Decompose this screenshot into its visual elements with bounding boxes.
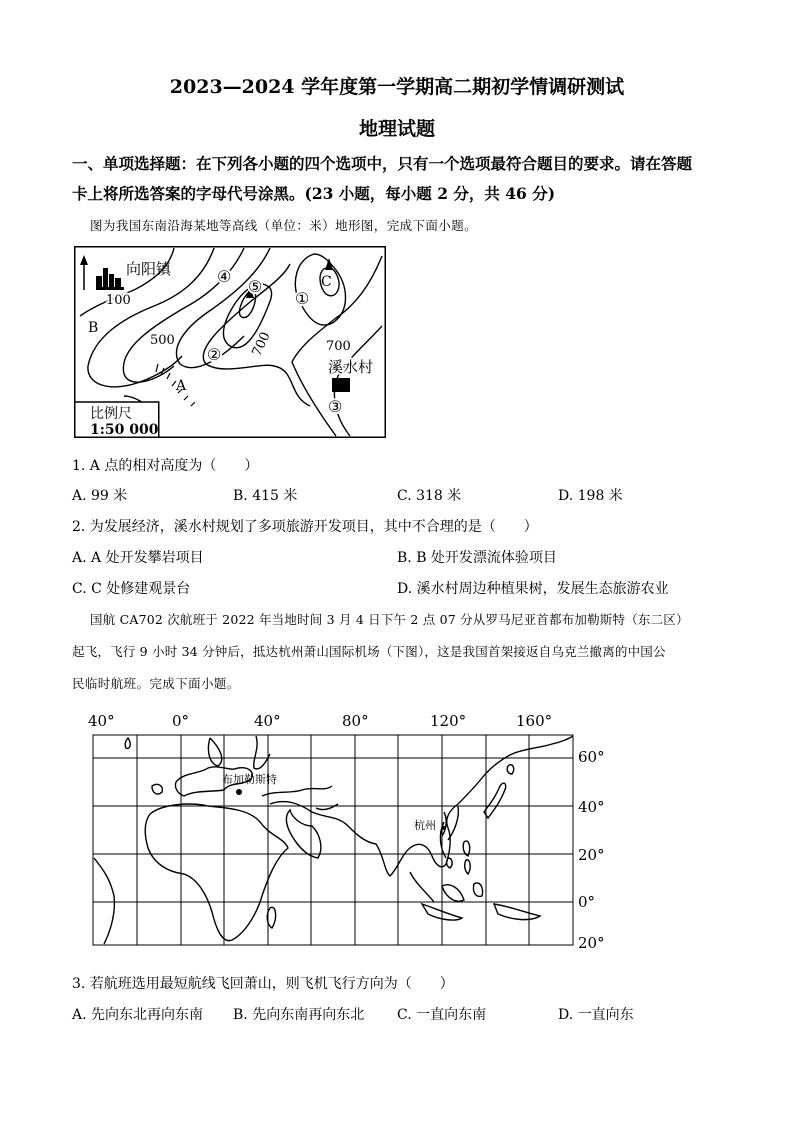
lon-label-0: 0° [172,712,190,730]
lon-label-160e: 160° [516,712,553,730]
world-map [80,708,620,958]
lon-label-80e: 80° [342,712,369,730]
q2-option-b[interactable]: B. B 处开发漂流体验项目 [397,550,557,566]
question-3-stem: 3. 若航班选用最短航线飞回萧山，则飞机飞行方向为（ ） [72,976,454,992]
passage-flight-line3: 民临时航班。完成下面小题。 [72,676,240,691]
q2-option-d[interactable]: D. 溪水村周边种植果树，发展生态旅游农业 [397,581,669,597]
marker-3: ③ [328,397,343,416]
q3-option-a[interactable]: A. 先向东北再向东南 [72,1007,204,1023]
section-instructions-line1: 一、单项选择题：在下列各小题的四个选项中，只有一个选项最符合题目的要求。请在答题 [72,154,693,173]
city-label-hangzhou: 杭州 [414,819,436,832]
point-c-label: C [321,274,332,290]
hangzhou-dot [442,826,446,830]
q2-option-c[interactable]: C. C 处修建观景台 [72,581,191,597]
marker-5: ⑤ [248,277,263,296]
q2-option-a[interactable]: A. A 处开发攀岩项目 [72,550,204,566]
q3-option-c[interactable]: C. 一直向东南 [397,1007,487,1023]
city-label-bucharest: 布加勒斯特 [222,773,277,786]
q1-option-a[interactable]: A. 99 米 [72,488,128,504]
coastlines [94,736,573,944]
lon-label-120e: 120° [430,712,467,730]
section-instructions-line2: 卡上将所选答案的字母代号涂黑。(23 小题，每小题 2 分，共 46 分) [72,184,556,203]
lon-label-40w: 40° [88,712,115,730]
village-icon [332,378,350,392]
lon-label-40e: 40° [254,712,281,730]
lat-label-40n: 40° [578,798,605,816]
lat-label-60n: 60° [578,748,605,766]
q1-option-d[interactable]: D. 198 米 [558,488,623,504]
north-arrow-icon [80,255,88,290]
contour-map [74,246,386,438]
contour-label-700-left: 700 [249,329,274,359]
point-a-label: A [176,378,187,394]
scale-label: 比例尺 [90,406,132,422]
passage-flight-line2: 起飞，飞行 9 小时 34 分钟后，抵达杭州萧山国际机场（下图），这是我国首架接返自乌克兰撤离的中国公 [72,644,666,659]
question-1-stem: 1. A 点的相对高度为（ ） [72,458,259,474]
bucharest-dot [236,789,242,795]
lat-label-0: 0° [578,893,596,911]
q3-option-d[interactable]: D. 一直向东 [558,1007,634,1023]
scale-value: 1:50 000 [90,422,159,438]
village-label: 溪水村 [328,358,374,376]
subject-title: 地理试题 [358,118,435,140]
map-grid [93,735,573,945]
q1-option-b[interactable]: B. 415 米 [233,488,298,504]
contour-label-500: 500 [150,333,175,348]
marker-2: ② [207,345,222,364]
contour-label-700-right: 700 [326,339,351,354]
town-icon [96,268,124,290]
lat-label-20s: 20° [578,934,605,952]
marker-4: ④ [217,267,232,286]
point-b-label: B [88,320,99,336]
passage-contour-map: 图为我国东南沿海某地等高线（单位：米）地形图，完成下面小题。 [90,218,478,233]
town-label: 向阳镇 [126,260,172,278]
exam-title: 2023—2024 学年度第一学期高二期初学情调研测试 [169,76,625,98]
question-2-stem: 2. 为发展经济，溪水村规划了多项旅游开发项目，其中不合理的是（ ） [72,519,538,535]
passage-flight-line1: 国航 CA702 次航班于 2022 年当地时间 3 月 4 日下午 2 点 07 分从罗马尼亚首都布加勒斯特（东二区） [90,612,689,627]
q3-option-b[interactable]: B. 先向东南再向东北 [233,1007,365,1023]
q1-option-c[interactable]: C. 318 米 [397,488,462,504]
contour-label-100: 100 [106,293,131,308]
marker-1: ① [295,289,310,308]
lat-label-20n: 20° [578,846,605,864]
